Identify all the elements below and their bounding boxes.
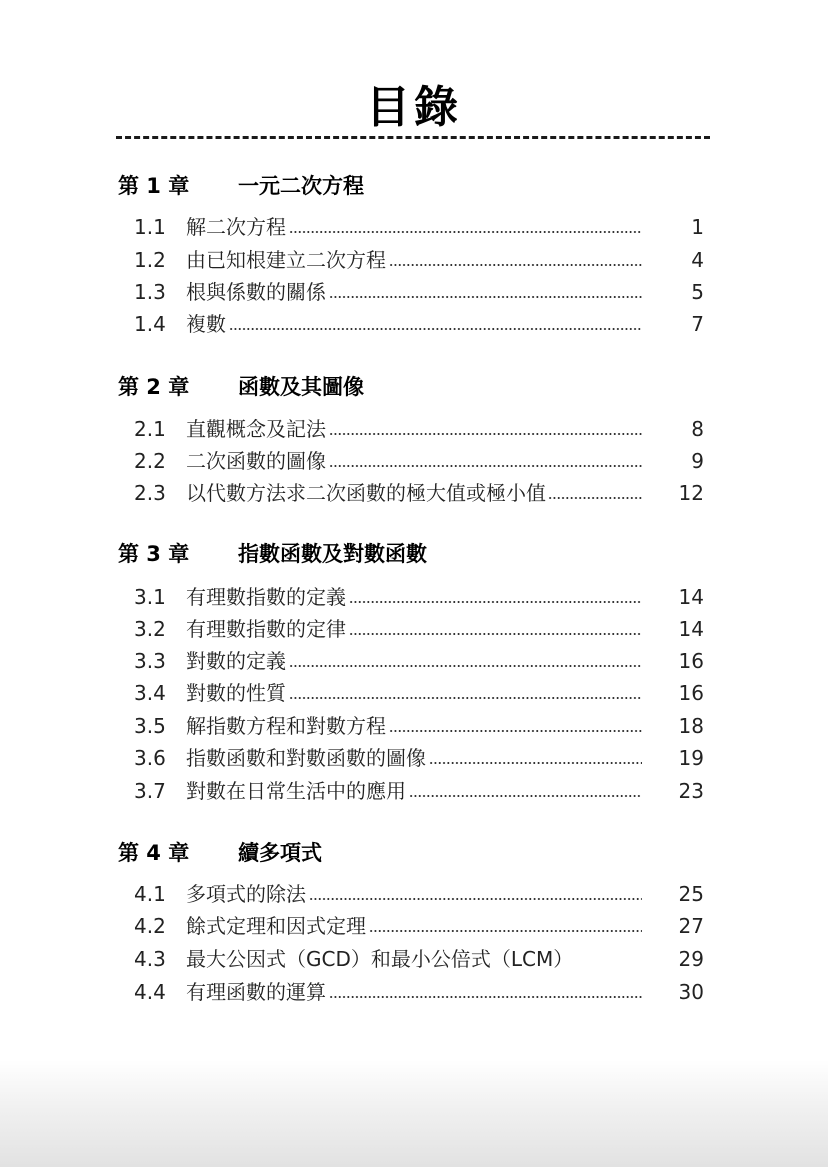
- chapter-1-heading[interactable]: [118, 171, 364, 201]
- dot-leader: [349, 633, 642, 635]
- chapter-label: 第 1 章: [118, 174, 190, 198]
- section-title: 由已知根建立二次方程: [186, 248, 386, 272]
- page-number: 9: [691, 449, 704, 473]
- chapter-label: 第 2 章: [118, 375, 190, 399]
- toc-entry-1-4[interactable]: [134, 309, 704, 339]
- toc-entry-1-2[interactable]: [134, 245, 704, 275]
- dot-leader: [329, 996, 642, 998]
- toc-entry-4-4[interactable]: [134, 977, 704, 1007]
- section-number: 3.5: [134, 714, 166, 738]
- section-title: 對數在日常生活中的應用: [186, 779, 406, 803]
- toc-entry-1-3[interactable]: [134, 277, 704, 307]
- page-number: 5: [691, 280, 704, 304]
- section-number: 4.3: [134, 947, 166, 971]
- chapter-label: 第 3 章: [118, 542, 190, 566]
- dot-leader: [329, 465, 642, 467]
- page-number: 23: [678, 779, 704, 803]
- section-number: 2.3: [134, 481, 166, 505]
- section-number: 4.2: [134, 914, 166, 938]
- section-title: 二次函數的圖像: [186, 449, 326, 473]
- section-title: 對數的性質: [186, 681, 286, 705]
- page-number: 14: [678, 585, 704, 609]
- chapter-2-heading[interactable]: [118, 372, 364, 402]
- section-number: 2.2: [134, 449, 166, 473]
- toc-entry-3-3[interactable]: [134, 646, 704, 676]
- section-title: 多項式的除法: [186, 882, 306, 906]
- page-number: 18: [678, 714, 704, 738]
- section-number: 3.1: [134, 585, 166, 609]
- section-title: 有理函數的運算: [186, 980, 326, 1004]
- title-divider: [116, 136, 710, 139]
- dot-leader: [389, 730, 642, 732]
- page-number: 30: [678, 980, 704, 1004]
- chapter-4-heading[interactable]: [118, 838, 322, 868]
- section-number: 4.4: [134, 980, 166, 1004]
- section-title: 以代數方法求二次函數的極大值或極小值: [186, 481, 546, 505]
- section-number: 3.6: [134, 746, 166, 770]
- section-number: 4.1: [134, 882, 166, 906]
- section-number: 1.4: [134, 312, 166, 336]
- toc-entry-4-1[interactable]: [134, 879, 704, 909]
- toc-entry-2-1[interactable]: [134, 414, 704, 444]
- dot-leader: [329, 433, 642, 435]
- section-title: 解指數方程和對數方程: [186, 714, 386, 738]
- section-number: 3.7: [134, 779, 166, 803]
- page-number: 8: [691, 417, 704, 441]
- dot-leader: [349, 601, 642, 603]
- page-number: 4: [691, 248, 704, 272]
- page-number: 16: [678, 649, 704, 673]
- section-number: 3.4: [134, 681, 166, 705]
- page-number: 25: [678, 882, 704, 906]
- toc-entry-3-5[interactable]: [134, 711, 704, 741]
- chapter-title: 函數及其圖像: [238, 375, 364, 399]
- section-number: 1.3: [134, 280, 166, 304]
- dot-leader: [289, 231, 642, 233]
- section-title: 對數的定義: [186, 649, 286, 673]
- section-title: 有理數指數的定義: [186, 585, 346, 609]
- section-title: 指數函數和對數函數的圖像: [186, 746, 426, 770]
- dot-leader: [309, 898, 642, 900]
- chapter-title: 指數函數及對數函數: [238, 542, 427, 566]
- section-title: 直觀概念及記法: [186, 417, 326, 441]
- toc-entry-4-3[interactable]: [134, 944, 704, 974]
- toc-entry-3-4[interactable]: [134, 678, 704, 708]
- section-number: 2.1: [134, 417, 166, 441]
- dot-leader: [548, 497, 642, 499]
- chapter-label: 第 4 章: [118, 841, 190, 865]
- section-title: 有理數指數的定律: [186, 617, 346, 641]
- dot-leader: [369, 930, 642, 932]
- dot-leader: [409, 795, 642, 797]
- section-number: 3.3: [134, 649, 166, 673]
- toc-entry-3-2[interactable]: [134, 614, 704, 644]
- page-number: 7: [691, 312, 704, 336]
- chapter-title: 續多項式: [238, 841, 322, 865]
- dot-leader: [429, 762, 642, 764]
- section-number: 1.2: [134, 248, 166, 272]
- section-title: 複數: [186, 312, 226, 336]
- toc-entry-2-3[interactable]: [134, 478, 704, 508]
- page-number: 1: [691, 215, 704, 239]
- section-title: 解二次方程: [186, 215, 286, 239]
- toc-entry-2-2[interactable]: [134, 446, 704, 476]
- page-number: 27: [678, 914, 704, 938]
- section-title: 根與係數的關係: [186, 280, 326, 304]
- toc-entry-3-6[interactable]: [134, 743, 704, 773]
- section-number: 3.2: [134, 617, 166, 641]
- dot-leader: [289, 697, 642, 699]
- dot-leader: [389, 264, 642, 266]
- dot-leader: [229, 328, 642, 330]
- page-number: 16: [678, 681, 704, 705]
- page-number: 19: [678, 746, 704, 770]
- section-title: 最大公因式（GCD）和最小公倍式（LCM）: [186, 947, 574, 971]
- dot-leader: [329, 296, 642, 298]
- section-number: 1.1: [134, 215, 166, 239]
- page-title: 目錄: [366, 82, 462, 133]
- toc-entry-3-7[interactable]: [134, 776, 704, 806]
- toc-entry-4-2[interactable]: [134, 911, 704, 941]
- page-number: 29: [678, 947, 704, 971]
- page-number: 14: [678, 617, 704, 641]
- section-title: 餘式定理和因式定理: [186, 914, 366, 938]
- page-number: 12: [678, 481, 704, 505]
- chapter-title: 一元二次方程: [238, 174, 364, 198]
- chapter-3-heading[interactable]: [118, 539, 427, 569]
- toc-entry-1-1[interactable]: [134, 212, 704, 242]
- toc-entry-3-1[interactable]: [134, 582, 704, 612]
- dot-leader: [289, 665, 642, 667]
